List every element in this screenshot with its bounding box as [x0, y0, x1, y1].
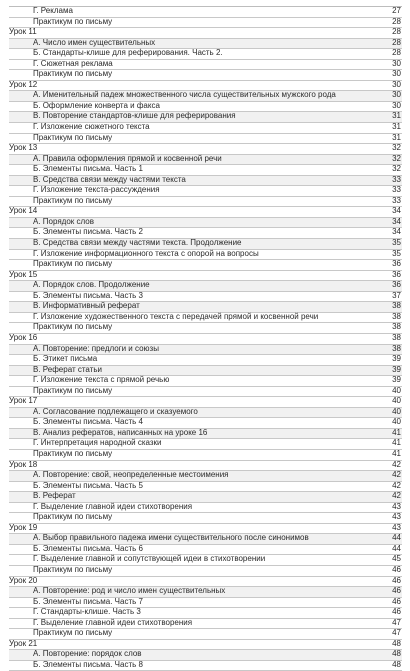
page-number: 47 [392, 628, 401, 638]
entry-title: Б. Элементы письма. Часть 5 [33, 480, 143, 490]
page-number: 36 [392, 269, 401, 279]
page-number: 48 [392, 638, 401, 648]
table-of-contents [9, 6, 402, 671]
entry-title: А. Повторение: свой, неопределенные местоимения [33, 470, 229, 480]
entry-title: Б. Элементы письма. Часть 1 [33, 164, 143, 174]
page-number: 38 [392, 301, 401, 311]
entry-title: Практикум по письму [33, 132, 113, 142]
page-number: 40 [392, 396, 401, 406]
entry-title: Практикум по письму [33, 195, 113, 205]
entry-title: Г. Изложение текста с прямой речью [33, 375, 170, 385]
page-number: 33 [392, 174, 401, 184]
page-number: 30 [392, 100, 401, 110]
entry-title: Практикум по письму [33, 628, 113, 638]
page-number: 48 [392, 659, 401, 669]
entry-title: Практикум по письму [33, 385, 113, 395]
page-number: 48 [392, 649, 401, 659]
page-number: 38 [392, 322, 401, 332]
entry-title: А. Повторение: предлоги и союзы [33, 343, 159, 353]
page-number: 39 [392, 354, 401, 364]
entry-title: В. Средства связи между частями текста [33, 174, 186, 184]
entry-title: Б. Элементы письма. Часть 2 [33, 227, 143, 237]
page-number: 45 [392, 554, 401, 564]
entry-title: Практикум по письму [33, 259, 113, 269]
entry-title: Г. Изложение сюжетного текста [33, 122, 150, 132]
entry-title: В. Средства связи между частями текста. Продолжение [33, 238, 242, 248]
page-number: 30 [392, 69, 401, 79]
page-number: 34 [392, 216, 401, 226]
page-number: 41 [392, 448, 401, 458]
lesson-title: Урок 20 [9, 575, 38, 585]
entry-title: В. Информативный реферат [33, 301, 140, 311]
page-number: 47 [392, 617, 401, 627]
entry-title: Б. Стандарты-клише для реферирования. Часть 2. [33, 48, 223, 58]
entry-title: Б. Элементы письма. Часть 7 [33, 596, 143, 606]
entry-title: Г. Изложение информационного текста с опорой на вопросы [33, 248, 259, 258]
page-number: 46 [392, 575, 401, 585]
entry-title: Б. Элементы письма. Часть 4 [33, 417, 143, 427]
entry-title: В. Повторение стандартов-клише для реферирования [33, 111, 236, 121]
entry-title: Практикум по письму [33, 16, 113, 26]
page-number: 33 [392, 185, 401, 195]
page-number: 46 [392, 596, 401, 606]
lesson-title: Урок 19 [9, 522, 38, 532]
entry-title: Г. Изложение художественного текста с передачей прямой и косвенной речи [33, 311, 319, 321]
entry-title: Г. Выделение главной идеи стихотворения [33, 501, 193, 511]
page-number: 42 [392, 459, 401, 469]
toc-entry-row [9, 661, 402, 671]
lesson-title: Урок 18 [9, 459, 38, 469]
page-number: 41 [392, 427, 401, 437]
page-number: 40 [392, 417, 401, 427]
page-number: 46 [392, 607, 401, 617]
page-number: 31 [392, 111, 401, 121]
lesson-title: Урок 21 [9, 638, 38, 648]
entry-title: Практикум по письму [33, 564, 113, 574]
page-number: 43 [392, 512, 401, 522]
page-number: 28 [392, 37, 401, 47]
entry-title: А. Порядок слов [33, 216, 94, 226]
page-number: 38 [392, 311, 401, 321]
page-number: 36 [392, 280, 401, 290]
page-number: 37 [392, 290, 401, 300]
entry-title: Г. Выделение главной и сопутствующей идеи в стихотворении [33, 554, 266, 564]
entry-title: Практикум по письму [33, 448, 113, 458]
entry-title: Г. Сюжетная реклама [33, 58, 113, 68]
page-number: 36 [392, 259, 401, 269]
page-number: 30 [392, 90, 401, 100]
page-number: 28 [392, 27, 401, 37]
page-number: 32 [392, 164, 401, 174]
page-number: 42 [392, 480, 401, 490]
page-number: 28 [392, 48, 401, 58]
page-number: 43 [392, 522, 401, 532]
page-number: 27 [392, 6, 401, 15]
lesson-title: Урок 16 [9, 332, 38, 342]
entry-title: А. Число имен существительных [33, 37, 156, 47]
entry-title: Практикум по письму [33, 322, 113, 332]
lesson-title: Урок 12 [9, 79, 38, 89]
entry-title: Практикум по письму [33, 69, 113, 79]
entry-title: А. Повторение: порядок слов [33, 649, 142, 659]
lesson-title: Урок 14 [9, 206, 38, 216]
page-number: 40 [392, 385, 401, 395]
page-number: 44 [392, 533, 401, 543]
page-number: 42 [392, 491, 401, 501]
entry-title: А. Повторение: род и число имен существительных [33, 586, 226, 596]
entry-title: Г. Реклама [33, 6, 73, 15]
lesson-title: Урок 15 [9, 269, 38, 279]
page-number: 30 [392, 79, 401, 89]
entry-title: Б. Элементы письма. Часть 3 [33, 290, 143, 300]
page-number: 32 [392, 143, 401, 153]
page-number: 38 [392, 332, 401, 342]
entry-title: Б. Этикет письма [33, 354, 98, 364]
page-number: 31 [392, 132, 401, 142]
entry-title: В. Анализ рефератов, написанных на уроке 16 [33, 427, 208, 437]
page-number: 40 [392, 406, 401, 416]
page-number: 30 [392, 58, 401, 68]
lesson-title: Урок 17 [9, 396, 38, 406]
entry-title: Б. Оформление конверта и факса [33, 100, 160, 110]
page-number: 39 [392, 375, 401, 385]
entry-title: Г. Интерпретация народной сказки [33, 438, 162, 448]
page-number: 32 [392, 153, 401, 163]
page-number: 46 [392, 586, 401, 596]
page-number: 39 [392, 364, 401, 374]
entry-title: Г. Стандарты-клише. Часть 3 [33, 607, 141, 617]
page-number: 34 [392, 206, 401, 216]
page-number: 38 [392, 343, 401, 353]
lesson-title: Урок 11 [9, 27, 37, 37]
page-number: 41 [392, 438, 401, 448]
page-number: 35 [392, 248, 401, 258]
entry-title: В. Реферат статьи [33, 364, 103, 374]
page-number: 43 [392, 501, 401, 511]
entry-title: А. Выбор правильного падежа имени существительного после синонимов [33, 533, 309, 543]
entry-title: А. Согласование подлежащего и сказуемого [33, 406, 198, 416]
entry-title: Г. Изложение текста-рассуждения [33, 185, 160, 195]
page-number: 33 [392, 195, 401, 205]
page-number: 46 [392, 564, 401, 574]
entry-title: А. Правила оформления прямой и косвенной речи [33, 153, 222, 163]
entry-title: В. Реферат [33, 491, 76, 501]
entry-title: А. Порядок слов. Продолжение [33, 280, 150, 290]
page-number: 31 [392, 122, 401, 132]
entry-title: Практикум по письму [33, 512, 113, 522]
entry-title: Б. Элементы письма. Часть 6 [33, 543, 143, 553]
entry-title: А. Именительный падеж множественного числа существительных мужского рода [33, 90, 336, 100]
page-number: 35 [392, 238, 401, 248]
page-number: 28 [392, 16, 401, 26]
entry-title: Г. Выделение главной идеи стихотворения [33, 617, 193, 627]
page-number: 42 [392, 470, 401, 480]
page-number: 34 [392, 227, 401, 237]
entry-title: Б. Элементы письма. Часть 8 [33, 659, 143, 669]
page-number: 44 [392, 543, 401, 553]
lesson-title: Урок 13 [9, 143, 38, 153]
